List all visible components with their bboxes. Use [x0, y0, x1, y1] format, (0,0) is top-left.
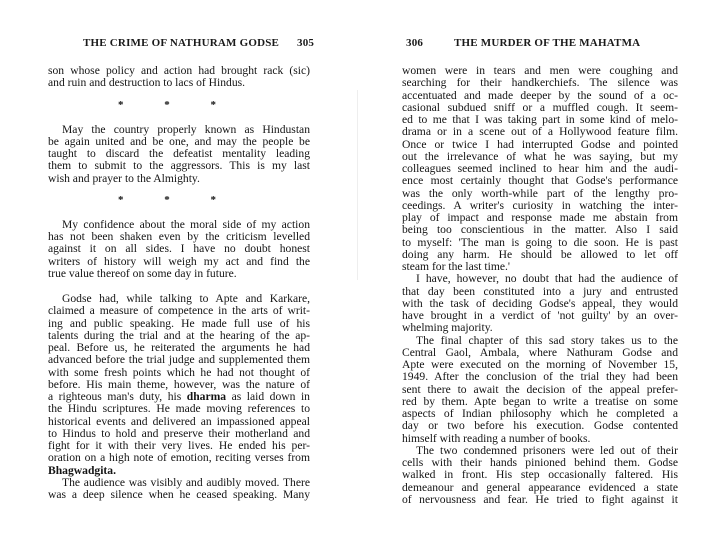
- text-line: Godse had, while talking to Apte and Karkare,: [62, 292, 310, 305]
- text-line: and ruin and destruction to lacs of Hindus.: [48, 76, 246, 90]
- paragraph: [48, 65, 310, 90]
- text-line: was a deep silence when he ceased speaking. Many: [48, 488, 310, 501]
- text-line: women were in tears and men were coughing and: [402, 64, 678, 77]
- text-line: whelming majority.: [402, 321, 493, 335]
- text-line: claimed a measure of competence in the arts of writ-: [48, 304, 310, 318]
- paragraph: [402, 335, 678, 445]
- text-line: My confidence about the moral side of my action: [62, 217, 310, 231]
- text-line: taught to discard the defeatist mentality leading: [48, 147, 310, 160]
- page-body: [48, 65, 310, 501]
- text-line: have brought in a verdict of 'not guilty' by an over-: [402, 309, 678, 322]
- text-line: drama or in a scene out of a Hollywood feature film.: [402, 125, 678, 139]
- text-line: day or two before his execution. Godse contented: [402, 419, 678, 433]
- text-line: talents during the trial and at the hearing of the ap-: [48, 328, 310, 342]
- text-line: casional subdued sniff or a muffled cough. It seem-: [402, 100, 678, 114]
- right-page: [360, 0, 720, 545]
- text-line: has not been shaken even by the criticism levelled: [48, 230, 310, 243]
- running-head-title: THE MURDER OF THE MAHATMA: [454, 37, 641, 49]
- text-line: of nervousness and fear. He tried to fight against it: [402, 492, 678, 506]
- text-line: 1949. After the conclusion of the trial they had been: [402, 370, 678, 384]
- text-line: walked in front. His step occasionally faltered. His: [402, 468, 678, 482]
- section-break: * * *: [118, 193, 216, 206]
- text-line: writers of history will weigh my act and find the: [48, 254, 310, 268]
- section-break: * * *: [118, 98, 216, 111]
- text-line: advanced before the trial judge and supplemented them: [48, 353, 310, 367]
- text-line: ceedings. A writer's curiosity in watching the inter-: [402, 198, 678, 212]
- text-line: sent there to await the decision of the appeal prefer-: [402, 382, 678, 396]
- text-line: that day been constituted into a jury and entrusted: [402, 284, 678, 298]
- text-line: wish and prayer to the Almighty.: [48, 171, 200, 185]
- text-line: be again united and be one, and may the people be: [48, 134, 310, 148]
- text-line: searching for their handkerchiefs. The silence was: [402, 76, 678, 90]
- text-line: The audience was visibly and audibly moved. There: [62, 475, 310, 489]
- text-line: himself with reading a number of books.: [402, 431, 591, 445]
- text-line: them to submit to the aggressors. This is my last: [48, 159, 310, 173]
- paragraph: [48, 124, 310, 185]
- text-line: accentuated and made deeper by the sound of a oc-: [402, 88, 678, 102]
- text-line: son whose policy and action had brought rack (sic): [48, 64, 310, 77]
- text-line: Once or twice I had interrupted Godse and pointed: [402, 137, 678, 151]
- text-line: before. His main theme, however, was the nature of: [48, 377, 310, 391]
- text-line: to Hindus to hold and preserve their motherland and: [48, 426, 310, 440]
- text-fragment: as laid down in: [231, 390, 310, 403]
- text-line: Apte were executed on the morning of November 15,: [402, 358, 678, 371]
- text-line: red by them. Apte began to write a treatise on some: [402, 394, 678, 408]
- paragraph: [48, 477, 310, 502]
- text-line: true value thereof on some day in future.: [48, 266, 237, 280]
- page-number: 305: [297, 37, 315, 49]
- page-number: 306: [406, 37, 424, 49]
- text-line: fight for it with their very lives. He ended his per-: [48, 439, 310, 452]
- paragraph: [402, 445, 678, 506]
- text-line: demeanour and general appearance evidenced a state: [402, 480, 678, 494]
- text-line: to myself: 'The man is going to die soon. He is past: [402, 235, 678, 249]
- text-line: against it on all sides. I have no doubt honest: [48, 242, 310, 256]
- text-line: ed to me that I was taking part in some kind of melo-: [402, 113, 678, 126]
- paragraph: [48, 219, 310, 280]
- text-line: Central Gaol, Ambala, where Nathuram Godse and: [402, 345, 678, 359]
- text-line: out the irrelevance of what he was saying, but my: [402, 149, 678, 163]
- text-line: ing and public speaking. He made full use of his: [48, 316, 310, 330]
- text-line: The final chapter of this sad story takes us to the: [416, 333, 678, 347]
- text-line: colleagues seemed inclined to hear him and the audi-: [402, 162, 678, 175]
- text-line: I have, however, no doubt that had the audience of: [416, 272, 678, 286]
- text-line: oration on a high note of emotion, reciting verses from: [48, 451, 310, 465]
- text-line: historical events and delivered an impassioned appeal: [48, 414, 310, 428]
- text-line: the Hindu scriptures. He made moving references to: [48, 402, 310, 416]
- running-head-title: THE CRIME OF NATHURAM GODSE: [83, 37, 280, 49]
- text-line: May the country properly known as Hindustan: [62, 122, 310, 136]
- text-line: cells with their hands pinioned behind them. Godse: [402, 456, 678, 469]
- text-line-emphasis: Bhagwadgita.: [48, 463, 116, 477]
- emphasis-word: dharma: [186, 390, 227, 403]
- paragraph: [402, 65, 678, 273]
- text-line: doing any harm. He should be allowed to let off: [402, 247, 678, 261]
- text-fragment: a righteous man's duty, his: [48, 390, 182, 403]
- text-line: aspects of Indian philosophy which he completed a: [402, 407, 678, 420]
- text-line: play of impact and response made me abstain from: [402, 211, 678, 224]
- text-line: steam for the last time.': [402, 260, 511, 273]
- text-line: peal. Before us, he reiterated the arguments he had: [48, 341, 310, 354]
- text-line: with the task of deciding Godse's appeal, they would: [402, 296, 678, 310]
- paragraph: [402, 273, 678, 334]
- page-gutter: [357, 90, 358, 280]
- page-body: [402, 65, 678, 506]
- paragraph: [48, 293, 310, 477]
- text-line: was the only worth-while part of the lengthy pro-: [402, 186, 678, 200]
- text-line: with some fresh points which he had not thought of: [48, 365, 310, 379]
- text-line: ence most certainly thought that Godse's performance: [402, 174, 678, 188]
- text-line: being too conscientious in the matter. Also I said: [402, 223, 678, 237]
- text-line: The two condemned prisoners were led out of their: [416, 443, 678, 457]
